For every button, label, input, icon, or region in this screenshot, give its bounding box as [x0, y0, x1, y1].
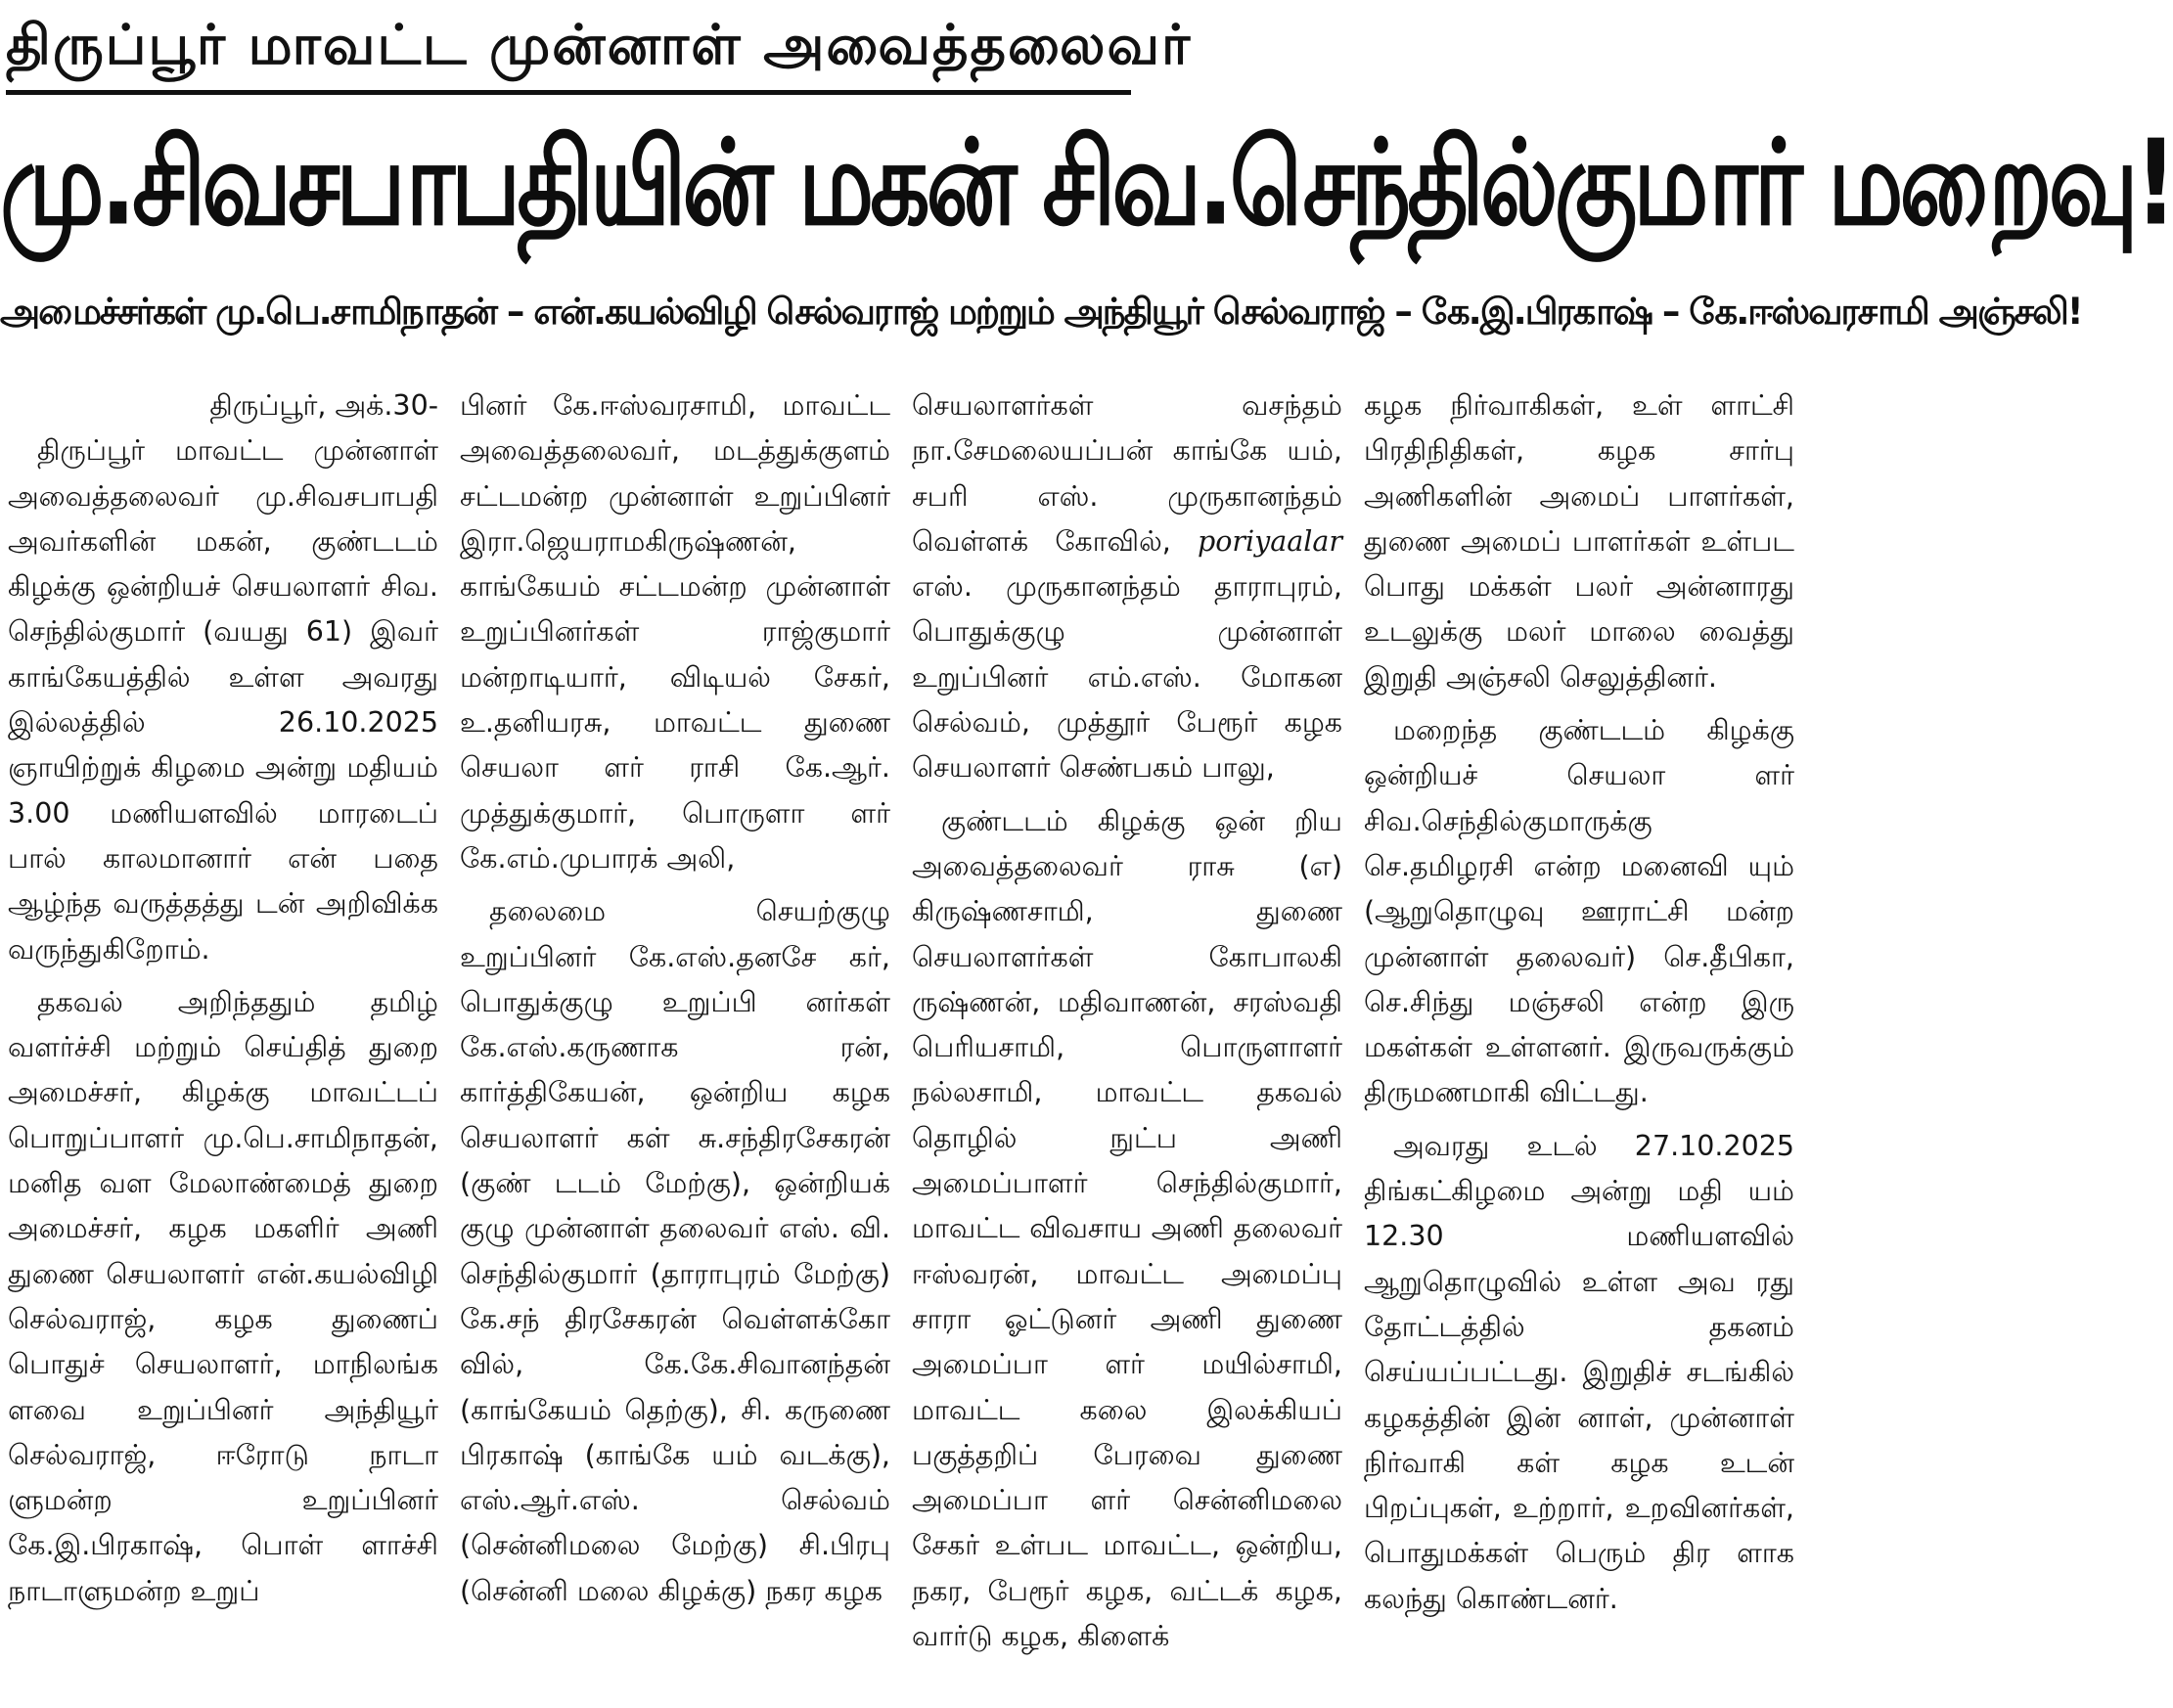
paragraph: திருப்பூர் மாவட்ட முன்னாள் அவைத்தலைவர் மு.சிவசபாபதி அவர்களின் மகன், குண்டடம் கிழக்கு ஒன்றியச் செயலாளர் சிவ. செந்தில்குமார் (வயது 61) இவர் காங்கேயத்தில் உள்ள அவரது இல்லத்தில் 26.10.2025 ஞாயிற்றுக் கிழமை அன்று மதியம் 3.00 மணியளவில் மாரடைப் பால் காலமானார் என் பதை ஆழ்ந்த வருத்தத்து டன் அறிவிக்க வருந்துகிறோம்.: [8, 434, 438, 966]
paragraph: தலைமை செயற்குழு உறுப்பினர் கே.எஸ்.தனசே கர், பொதுக்குழு உறுப்பி னர்கள் கே.எஸ்.கருணாக ரன், கார்த்திகேயன், ஒன்றிய கழக செயலாளர் கள் சு.சந்திரசேகரன் (குண் டடம் மேற்கு), ஒன்றியக் குழு முன்னாள் தலைவர் எஸ். வி. செந்தில்குமார் (தாராபுரம் மேற்கு) கே.சந் திரசேகரன் வெள்ளக்கோ வில், கே.கே.சிவானந்தன் (காங்கேயம் தெற்கு), சி. கருணை பிரகாஷ் (காங்கே யம் வடக்கு), எஸ்.ஆர்.எஸ். செல்வம் (சென்னிமலை மேற்கு) சி.பிரபு (சென்னி மலை கிழக்கு) நகர கழக: [460, 895, 890, 1607]
paragraph: [912, 383, 1342, 791]
paragraph: அவரது உடல் 27.10.2025 திங்கட்கிழமை அன்று மதி யம் 12.30 மணியளவில் ஆறுதொழுவில் உள்ள அவ ரது தோட்டத்தில் தகனம் செய்யப்பட்டது. இறுதிச் சடங்கில் கழகத்தின் இன் னாள், முன்னாள் நிர்வாகி கள் கழக உடன் பிறப்புகள், உற்றார், உறவினர்கள், பொதுமக்கள் பெரும் திர ளாக கலந்து கொண்டனர்.: [1364, 1129, 1794, 1615]
paragraph: தகவல் அறிந்ததும் தமிழ் வளர்ச்சி மற்றும் செய்தித் துறை அமைச்சர், கிழக்கு மாவட்டப் பொறுப்பாளர் மு.பெ.சாமிநாதன், மனித வள மேலாண்மைத் துறை அமைச்சர், கழக மகளிர் அணி துணை செயலாளர் என்.கயல்விழி செல்வராஜ், கழக துணைப் பொதுச் செயலாளர், மாநிலங்க ளவை உறுப்பினர் அந்தியூர் செல்வராஜ், ஈரோடு நாடா ளுமன்ற உறுப்பினர் கே.இ.பிரகாஷ், பொள் ளாச்சி நாடாளுமன்ற உறுப்: [8, 985, 438, 1607]
article-body: [8, 383, 1792, 1704]
article-column-3: [912, 383, 1342, 1704]
latin-word: poriyaalar: [1198, 524, 1342, 558]
sub-headline: அமைச்சர்கள் மு.பெ.சாமிநாதன் – என்.கயல்விழி செல்வராஜ் மற்றும் அந்தியூர் செல்வராஜ் – கே.இ.பிரகாஷ் – கே.ஈஸ்வரசாமி அஞ்சலி!: [0, 291, 2082, 333]
paragraph: குண்டடம் கிழக்கு ஒன் றிய அவைத்தலைவர் ராசு (எ) கிருஷ்ணசாமி, துணை செயலாளர்கள் கோபாலகி ருஷ்ணன், மதிவாணன், சரஸ்வதி பெரியசாமி, பொருளாளர் நல்லசாமி, மாவட்ட தகவல் தொழில் நுட்ப அணி அமைப்பாளர் செந்தில்குமார், மாவட்ட விவசாய அணி தலைவர் ஈஸ்வரன், மாவட்ட அமைப்பு சாரா ஓட்டுனர் அணி துணை அமைப்பா ளர் மயில்சாமி, மாவட்ட கலை இலக்கியப் பகுத்தறிப் பேரவை துணை அமைப்பா ளர் சென்னிமலை சேகர் உள்பட மாவட்ட, ஒன்றிய, நகர, பேரூர் கழக, வட்டக் கழக, வார்டு கழக, கிளைக்: [912, 804, 1342, 1653]
article-column-4: [1364, 383, 1794, 1704]
paragraph-text: செயலாளர்கள் வசந்தம் நா.சேமலையப்பன் காங்கே யம், சபரி எஸ். முருகானந்தம் வெள்ளக் கோவில்,: [912, 389, 1342, 558]
paragraph-text: எஸ். முருகானந்தம் தாராபுரம், பொதுக்குழு முன்னாள் உறுப்பினர் எம்.எஸ். மோகன செல்வம், முத்தூர் பேரூர் கழக செயலாளர் செண்பகம் பாலு,: [912, 570, 1342, 785]
article-column-2: [460, 383, 890, 1704]
paragraph: மறைந்த குண்டடம் கிழக்கு ஒன்றியச் செயலா ளர் சிவ.செந்தில்குமாருக்கு செ.தமிழரசி என்ற மனைவி யும் (ஆறுதொழுவு ஊராட்சி மன்ற முன்னாள் தலைவர்) செ.தீபிகா, செ.சிந்து மஞ்சலி என்ற இரு மகள்கள் உள்ளனர். இருவருக்கும் திருமணமாகி விட்டது.: [1364, 714, 1794, 1109]
paragraph: பினர் கே.ஈஸ்வரசாமி, மாவட்ட அவைத்தலைவர், மடத்துக்குளம் சட்டமன்ற முன்னாள் உறுப்பினர் இரா.ஜெயராமகிருஷ்ணன், காங்கேயம் சட்டமன்ற முன்னாள் உறுப்பினர்கள் ராஜ்குமார் மன்றாடியார், விடியல் சேகர், உ.தனியரசு, மாவட்ட துணை செயலா ளர் ராசி கே.ஆர். முத்துக்குமார், பொருளா ளர் கே.எம்.முபாரக் அலி,: [460, 389, 890, 875]
dateline: திருப்பூர், அக்.30-: [209, 389, 438, 422]
kicker-headline: திருப்பூர் மாவட்ட முன்னாள் அவைத்தலைவர்: [6, 14, 1193, 77]
paragraph: கழக நிர்வாகிகள், உள் ளாட்சி பிரதிநிதிகள், கழக சார்பு அணிகளின் அமைப் பாளர்கள், துணை அமைப் பாளர்கள் உள்பட பொது மக்கள் பலர் அன்னாரது உடலுக்கு மலர் மாலை வைத்து இறுதி அஞ்சலி செலுத்தினர்.: [1364, 389, 1794, 694]
main-headline: மு.சிவசபாபதியின் மகன் சிவ.செந்தில்குமார் மறைவு!: [0, 114, 2173, 251]
article-column-1: [8, 383, 438, 1704]
